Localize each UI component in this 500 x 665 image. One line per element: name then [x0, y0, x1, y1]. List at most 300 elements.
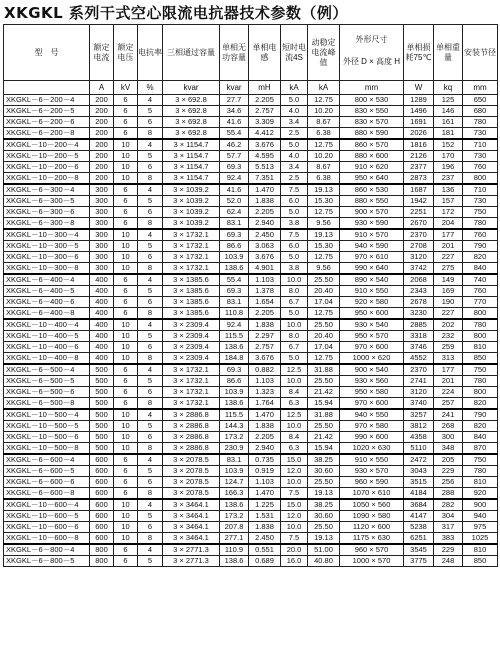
cell-single-phase-inductance: 1.323 [249, 387, 281, 398]
cell-dynamic-current-peak: 40.80 [308, 556, 340, 567]
cell-rated-current: 600 [90, 454, 114, 466]
cell-rated-current: 800 [90, 556, 114, 567]
cell-reactance-rate: 8 [138, 308, 163, 320]
table-row [4, 556, 498, 567]
unit-cell: W [404, 81, 434, 95]
cell-rated-current: 200 [90, 162, 114, 173]
cell-single-phase-reactive: 110.8 [220, 308, 249, 320]
cell-reactance-rate: 4 [138, 184, 163, 196]
cell-short-time-current: 6.0 [281, 196, 308, 207]
cell-model: XKGKL－6－200－8 [4, 128, 90, 140]
cell-single-phase-inductance: 4.595 [249, 151, 281, 162]
header-loss: 单相损耗75℃ [404, 25, 434, 81]
cell-single-phase-inductance: 1.470 [249, 184, 281, 196]
cell-single-phase-inductance: 1.764 [249, 398, 281, 410]
cell-weight: 152 [434, 139, 463, 151]
cell-model: XKGKL－6－300－4 [4, 184, 90, 196]
cell-rated-current: 600 [90, 466, 114, 477]
cell-single-phase-inductance: 0.882 [249, 364, 281, 376]
cell-single-phase-inductance: 0.551 [249, 544, 281, 556]
cell-single-phase-reactive: 138.6 [220, 556, 249, 567]
cell-install-pitch: 790 [463, 409, 498, 421]
cell-dynamic-current-peak: 19.13 [308, 184, 340, 196]
cell-single-phase-inductance: 1.103 [249, 376, 281, 387]
cell-loss: 3043 [404, 466, 434, 477]
cell-model: XKGKL－10－200－6 [4, 162, 90, 173]
cell-single-phase-reactive: 92.4 [220, 319, 249, 331]
cell-single-phase-inductance: 1.838 [249, 319, 281, 331]
cell-dynamic-current-peak: 25.50 [308, 522, 340, 533]
cell-three-phase-capacity: 3 × 1732.1 [163, 252, 220, 263]
cell-single-phase-inductance: 5.513 [249, 162, 281, 173]
table-row [4, 139, 498, 151]
cell-single-phase-reactive: 41.6 [220, 117, 249, 128]
cell-rated-current: 500 [90, 443, 114, 455]
cell-dimensions: 880 × 550 [340, 196, 404, 207]
cell-reactance-rate: 8 [138, 533, 163, 545]
cell-short-time-current: 3.8 [281, 263, 308, 275]
cell-short-time-current: 10.0 [281, 274, 308, 286]
cell-install-pitch: 730 [463, 196, 498, 207]
cell-short-time-current: 6.3 [281, 398, 308, 410]
cell-single-phase-inductance: 1.378 [249, 286, 281, 297]
cell-dimensions: 880 × 600 [340, 151, 404, 162]
cell-reactance-rate: 8 [138, 488, 163, 500]
cell-three-phase-capacity: 3 × 2309.4 [163, 342, 220, 353]
cell-model: XKGKL－10－500－4 [4, 409, 90, 421]
cell-single-phase-inductance: 2.297 [249, 331, 281, 342]
cell-short-time-current: 8.4 [281, 387, 308, 398]
cell-single-phase-inductance: 1.103 [249, 274, 281, 286]
cell-dynamic-current-peak: 25.50 [308, 477, 340, 488]
cell-reactance-rate: 8 [138, 263, 163, 275]
cell-dimensions: 970 × 600 [340, 398, 404, 410]
cell-dynamic-current-peak: 12.75 [308, 95, 340, 106]
cell-loss: 3515 [404, 477, 434, 488]
header-dimensions-label: 外形尺寸 [355, 35, 388, 44]
cell-three-phase-capacity: 3 × 692.8 [163, 106, 220, 117]
cell-loss: 3684 [404, 499, 434, 511]
cell-single-phase-inductance: 0.919 [249, 466, 281, 477]
cell-model: XKGKL－6－500－5 [4, 376, 90, 387]
cell-three-phase-capacity: 3 × 1732.1 [163, 241, 220, 252]
cell-rated-voltage: 10 [114, 319, 138, 331]
table-row [4, 106, 498, 117]
cell-three-phase-capacity: 3 × 1039.2 [163, 196, 220, 207]
cell-three-phase-capacity: 3 × 1385.6 [163, 308, 220, 320]
cell-loss: 4358 [404, 432, 434, 443]
cell-install-pitch: 1025 [463, 533, 498, 545]
cell-single-phase-reactive: 52.0 [220, 196, 249, 207]
cell-loss: 3740 [404, 398, 434, 410]
cell-weight: 227 [434, 308, 463, 320]
cell-dimensions: 910 × 620 [340, 162, 404, 173]
cell-short-time-current: 5.0 [281, 353, 308, 365]
cell-rated-current: 300 [90, 218, 114, 230]
cell-single-phase-inductance: 1.838 [249, 421, 281, 432]
cell-short-time-current: 8.0 [281, 331, 308, 342]
cell-dynamic-current-peak: 17.04 [308, 297, 340, 308]
cell-loss: 3812 [404, 421, 434, 432]
cell-model: XKGKL－10－400－4 [4, 319, 90, 331]
cell-model: XKGKL－10－400－5 [4, 331, 90, 342]
cell-loss: 3742 [404, 263, 434, 275]
spec-table [3, 24, 498, 567]
cell-model: XKGKL－10－600－6 [4, 522, 90, 533]
spec-table-body [4, 95, 498, 567]
cell-rated-current: 200 [90, 117, 114, 128]
cell-single-phase-reactive: 230.9 [220, 443, 249, 455]
cell-model: XKGKL－6－400－8 [4, 308, 90, 320]
cell-loss: 2670 [404, 218, 434, 230]
cell-rated-voltage: 10 [114, 443, 138, 455]
cell-dimensions: 1175 × 630 [340, 533, 404, 545]
table-row [4, 128, 498, 140]
cell-rated-voltage: 10 [114, 263, 138, 275]
cell-loss: 2251 [404, 207, 434, 218]
cell-reactance-rate: 8 [138, 353, 163, 365]
cell-reactance-rate: 5 [138, 421, 163, 432]
cell-weight: 259 [434, 342, 463, 353]
cell-rated-voltage: 10 [114, 229, 138, 241]
cell-rated-current: 600 [90, 499, 114, 511]
cell-weight: 304 [434, 511, 463, 522]
cell-single-phase-inductance: 4.901 [249, 263, 281, 275]
cell-reactance-rate: 8 [138, 173, 163, 185]
cell-reactance-rate: 6 [138, 162, 163, 173]
cell-rated-voltage: 6 [114, 454, 138, 466]
cell-model: XKGKL－6－400－4 [4, 274, 90, 286]
cell-rated-voltage: 10 [114, 533, 138, 545]
cell-reactance-rate: 5 [138, 376, 163, 387]
cell-loss: 2873 [404, 173, 434, 185]
cell-weight: 227 [434, 252, 463, 263]
cell-dynamic-current-peak: 19.13 [308, 533, 340, 545]
cell-model: XKGKL－6－200－5 [4, 106, 90, 117]
cell-single-phase-reactive: 173.2 [220, 432, 249, 443]
cell-single-phase-inductance: 2.450 [249, 229, 281, 241]
cell-short-time-current: 7.5 [281, 184, 308, 196]
cell-model: XKGKL－10－400－6 [4, 342, 90, 353]
unit-cell: kV [114, 81, 138, 95]
cell-rated-current: 500 [90, 398, 114, 410]
cell-short-time-current: 10.0 [281, 319, 308, 331]
header-short-time-current: 短时电流4S [281, 25, 308, 81]
cell-rated-voltage: 6 [114, 387, 138, 398]
cell-loss: 2068 [404, 274, 434, 286]
cell-reactance-rate: 4 [138, 454, 163, 466]
cell-weight: 241 [434, 409, 463, 421]
cell-install-pitch: 730 [463, 128, 498, 140]
cell-dimensions: 970 × 610 [340, 252, 404, 263]
cell-short-time-current: 8.0 [281, 286, 308, 297]
cell-loss: 3775 [404, 556, 434, 567]
table-row [4, 297, 498, 308]
cell-dimensions: 800 × 530 [340, 95, 404, 106]
cell-install-pitch: 770 [463, 297, 498, 308]
cell-loss: 1289 [404, 95, 434, 106]
cell-install-pitch: 810 [463, 544, 498, 556]
cell-short-time-current: 15.0 [281, 454, 308, 466]
cell-reactance-rate: 4 [138, 319, 163, 331]
cell-weight: 196 [434, 162, 463, 173]
cell-single-phase-inductance: 1.838 [249, 522, 281, 533]
cell-rated-current: 200 [90, 106, 114, 117]
cell-dimensions: 970 × 600 [340, 342, 404, 353]
cell-rated-voltage: 6 [114, 218, 138, 230]
table-row [4, 499, 498, 511]
cell-single-phase-inductance: 0.689 [249, 556, 281, 567]
cell-loss: 2370 [404, 364, 434, 376]
cell-rated-voltage: 10 [114, 173, 138, 185]
cell-weight: 181 [434, 128, 463, 140]
table-row [4, 421, 498, 432]
unit-cell: % [138, 81, 163, 95]
cell-three-phase-capacity: 3 × 1732.1 [163, 398, 220, 410]
cell-single-phase-reactive: 124.7 [220, 477, 249, 488]
cell-dynamic-current-peak: 51.00 [308, 544, 340, 556]
cell-install-pitch: 840 [463, 432, 498, 443]
cell-rated-current: 400 [90, 342, 114, 353]
cell-loss: 2678 [404, 297, 434, 308]
cell-rated-current: 300 [90, 196, 114, 207]
table-row [4, 443, 498, 455]
table-row [4, 432, 498, 443]
unit-cell: kvar [220, 81, 249, 95]
cell-dimensions: 930 × 560 [340, 376, 404, 387]
cell-dimensions: 950 × 640 [340, 173, 404, 185]
cell-rated-current: 300 [90, 207, 114, 218]
cell-reactance-rate: 4 [138, 274, 163, 286]
cell-single-phase-reactive: 138.6 [220, 499, 249, 511]
header-model: 型 号 [4, 25, 90, 81]
cell-three-phase-capacity: 3 × 692.8 [163, 95, 220, 106]
table-row [4, 319, 498, 331]
cell-dynamic-current-peak: 15.30 [308, 241, 340, 252]
cell-reactance-rate: 4 [138, 95, 163, 106]
table-row [4, 95, 498, 106]
cell-dimensions: 1020 × 630 [340, 443, 404, 455]
cell-install-pitch: 810 [463, 342, 498, 353]
cell-weight: 229 [434, 544, 463, 556]
cell-three-phase-capacity: 3 × 692.8 [163, 117, 220, 128]
cell-short-time-current: 10.0 [281, 376, 308, 387]
cell-dynamic-current-peak: 15.30 [308, 196, 340, 207]
cell-reactance-rate: 6 [138, 117, 163, 128]
cell-dimensions: 950 × 600 [340, 308, 404, 320]
cell-weight: 224 [434, 387, 463, 398]
cell-model: XKGKL－6－500－4 [4, 364, 90, 376]
cell-short-time-current: 5.0 [281, 95, 308, 106]
cell-dynamic-current-peak: 38.25 [308, 454, 340, 466]
table-row [4, 466, 498, 477]
cell-weight: 204 [434, 218, 463, 230]
cell-three-phase-capacity: 3 × 2771.3 [163, 556, 220, 567]
cell-weight: 282 [434, 499, 463, 511]
cell-three-phase-capacity: 3 × 2078.5 [163, 466, 220, 477]
cell-three-phase-capacity: 3 × 3464.1 [163, 511, 220, 522]
cell-reactance-rate: 5 [138, 241, 163, 252]
cell-dynamic-current-peak: 8.67 [308, 117, 340, 128]
cell-loss: 1942 [404, 196, 434, 207]
cell-install-pitch: 800 [463, 331, 498, 342]
cell-single-phase-inductance: 1.470 [249, 409, 281, 421]
cell-reactance-rate: 5 [138, 286, 163, 297]
cell-weight: 237 [434, 173, 463, 185]
cell-dimensions: 1000 × 620 [340, 353, 404, 365]
header-dimensions [340, 25, 404, 81]
cell-weight: 383 [434, 533, 463, 545]
cell-reactance-rate: 4 [138, 499, 163, 511]
cell-dimensions: 830 × 550 [340, 106, 404, 117]
cell-rated-voltage: 6 [114, 106, 138, 117]
cell-install-pitch: 710 [463, 184, 498, 196]
cell-dynamic-current-peak: 19.13 [308, 488, 340, 500]
cell-single-phase-reactive: 27.7 [220, 95, 249, 106]
cell-single-phase-reactive: 69.3 [220, 286, 249, 297]
cell-single-phase-reactive: 41.6 [220, 184, 249, 196]
cell-install-pitch: 760 [463, 286, 498, 297]
cell-single-phase-reactive: 86.6 [220, 376, 249, 387]
cell-model: XKGKL－10－200－8 [4, 173, 90, 185]
cell-dynamic-current-peak: 38.25 [308, 499, 340, 511]
cell-dimensions: 830 × 570 [340, 117, 404, 128]
cell-single-phase-inductance: 1.531 [249, 511, 281, 522]
cell-weight: 317 [434, 522, 463, 533]
cell-short-time-current: 7.5 [281, 488, 308, 500]
cell-single-phase-reactive: 166.3 [220, 488, 249, 500]
cell-rated-current: 600 [90, 488, 114, 500]
cell-reactance-rate: 5 [138, 196, 163, 207]
cell-reactance-rate: 4 [138, 364, 163, 376]
cell-loss: 2377 [404, 162, 434, 173]
table-row [4, 241, 498, 252]
cell-dynamic-current-peak: 21.42 [308, 387, 340, 398]
cell-rated-voltage: 10 [114, 331, 138, 342]
cell-short-time-current: 10.0 [281, 421, 308, 432]
cell-single-phase-reactive: 115.5 [220, 409, 249, 421]
cell-short-time-current: 4.0 [281, 106, 308, 117]
cell-weight: 201 [434, 376, 463, 387]
cell-dimensions: 930 × 540 [340, 319, 404, 331]
cell-model: XKGKL－10－300－5 [4, 241, 90, 252]
cell-three-phase-capacity: 3 × 3464.1 [163, 522, 220, 533]
cell-rated-current: 300 [90, 263, 114, 275]
cell-rated-current: 200 [90, 95, 114, 106]
header-dynamic-current-peak: 动稳定电流峰值 [308, 25, 340, 81]
cell-weight: 288 [434, 488, 463, 500]
table-row [4, 533, 498, 545]
cell-three-phase-capacity: 3 × 1039.2 [163, 184, 220, 196]
cell-single-phase-inductance: 3.309 [249, 117, 281, 128]
cell-dimensions: 990 × 600 [340, 432, 404, 443]
cell-single-phase-reactive: 138.6 [220, 342, 249, 353]
cell-rated-current: 200 [90, 151, 114, 162]
cell-three-phase-capacity: 3 × 2886.8 [163, 409, 220, 421]
cell-three-phase-capacity: 3 × 1732.1 [163, 229, 220, 241]
cell-model: XKGKL－6－600－5 [4, 466, 90, 477]
cell-short-time-current: 6.7 [281, 342, 308, 353]
cell-loss: 1816 [404, 139, 434, 151]
cell-reactance-rate: 4 [138, 409, 163, 421]
cell-three-phase-capacity: 3 × 2309.4 [163, 353, 220, 365]
cell-single-phase-inductance: 2.757 [249, 342, 281, 353]
cell-loss: 1687 [404, 184, 434, 196]
cell-dynamic-current-peak: 30.60 [308, 466, 340, 477]
cell-reactance-rate: 8 [138, 128, 163, 140]
table-row [4, 117, 498, 128]
cell-rated-voltage: 6 [114, 477, 138, 488]
cell-single-phase-inductance: 1.654 [249, 297, 281, 308]
cell-dynamic-current-peak: 12.75 [308, 139, 340, 151]
cell-single-phase-inductance: 7.351 [249, 173, 281, 185]
cell-model: XKGKL－10－500－8 [4, 443, 90, 455]
cell-install-pitch: 750 [463, 364, 498, 376]
cell-weight: 205 [434, 454, 463, 466]
table-row [4, 196, 498, 207]
cell-rated-current: 400 [90, 286, 114, 297]
header-rated-current: 额定电流 [90, 25, 114, 81]
cell-rated-current: 600 [90, 533, 114, 545]
header-reactance-rate: 电抗率 [138, 25, 163, 81]
table-row [4, 286, 498, 297]
cell-weight: 232 [434, 331, 463, 342]
cell-install-pitch: 800 [463, 387, 498, 398]
table-row [4, 522, 498, 533]
cell-short-time-current: 5.0 [281, 252, 308, 263]
cell-single-phase-reactive: 55.4 [220, 274, 249, 286]
cell-single-phase-reactive: 103.9 [220, 252, 249, 263]
cell-rated-current: 400 [90, 331, 114, 342]
cell-three-phase-capacity: 3 × 1732.1 [163, 263, 220, 275]
cell-short-time-current: 12.5 [281, 364, 308, 376]
table-row [4, 173, 498, 185]
table-row [4, 398, 498, 410]
cell-model: XKGKL－6－300－5 [4, 196, 90, 207]
cell-model: XKGKL－6－300－8 [4, 218, 90, 230]
cell-install-pitch: 820 [463, 421, 498, 432]
cell-reactance-rate: 5 [138, 106, 163, 117]
cell-install-pitch: 650 [463, 95, 498, 106]
cell-reactance-rate: 6 [138, 297, 163, 308]
cell-dimensions: 930 × 590 [340, 218, 404, 230]
cell-dynamic-current-peak: 12.75 [308, 353, 340, 365]
cell-loss: 2370 [404, 229, 434, 241]
header-three-phase-capacity: 三相通过容量 [163, 25, 220, 81]
cell-reactance-rate: 4 [138, 139, 163, 151]
cell-install-pitch: 780 [463, 466, 498, 477]
cell-dimensions: 960 × 570 [340, 544, 404, 556]
cell-weight: 275 [434, 263, 463, 275]
table-row [4, 207, 498, 218]
cell-reactance-rate: 6 [138, 477, 163, 488]
header-install-pitch: 安装节径 [463, 25, 498, 81]
cell-rated-current: 600 [90, 477, 114, 488]
cell-dynamic-current-peak: 15.94 [308, 443, 340, 455]
cell-model: XKGKL－10－300－8 [4, 263, 90, 275]
table-row [4, 331, 498, 342]
cell-rated-voltage: 6 [114, 544, 138, 556]
cell-rated-voltage: 10 [114, 522, 138, 533]
cell-dimensions: 960 × 590 [340, 477, 404, 488]
cell-install-pitch: 800 [463, 308, 498, 320]
cell-dimensions: 880 × 590 [340, 128, 404, 140]
cell-install-pitch: 740 [463, 274, 498, 286]
cell-single-phase-reactive: 69.3 [220, 162, 249, 173]
cell-model: XKGKL－10－600－5 [4, 511, 90, 522]
cell-dynamic-current-peak: 9.56 [308, 263, 340, 275]
cell-model: XKGKL－6－600－6 [4, 477, 90, 488]
